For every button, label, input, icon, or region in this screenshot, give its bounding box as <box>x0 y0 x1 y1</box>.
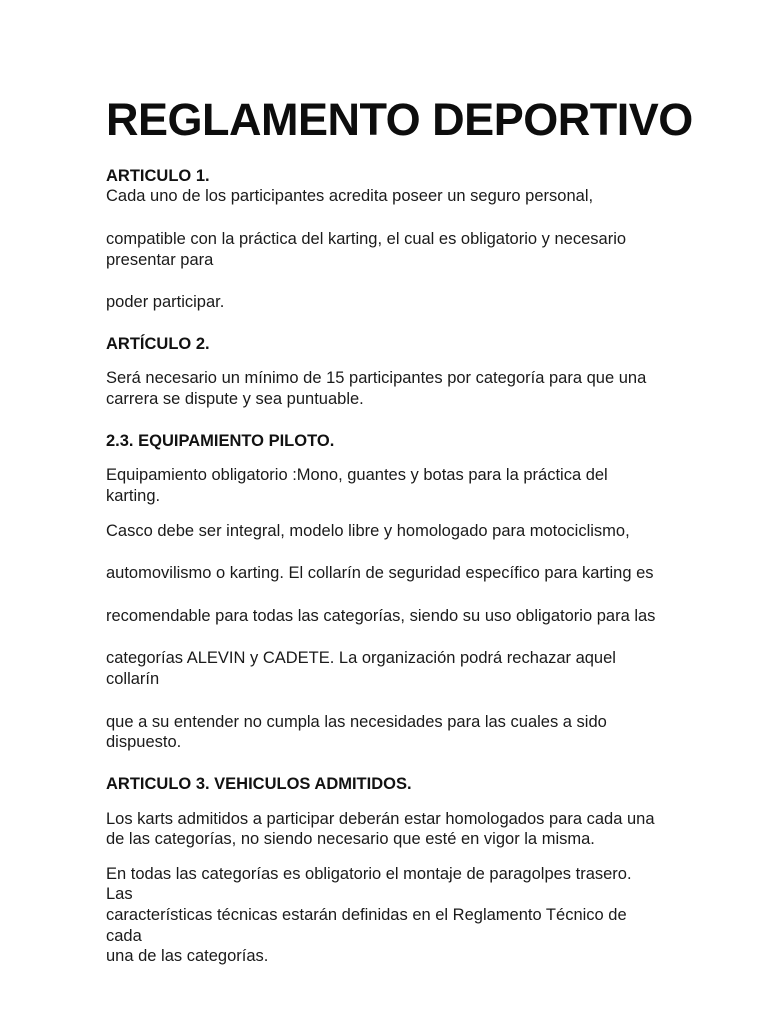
section-body-articulo-1 <box>106 186 662 313</box>
paragraph-line: que a su entender no cumpla las necesidades para las cuales a sido <box>106 712 607 731</box>
section-heading-equipamiento-piloto: 2.3. EQUIPAMIENTO PILOTO. <box>106 431 335 450</box>
section-heading-articulo-2: ARTÍCULO 2. <box>106 334 210 353</box>
paragraph-line: carrera se dispute y sea puntuable. <box>106 390 364 409</box>
paragraph-line: En todas las categorías es obligatorio el montaje de paragolpes trasero. Las <box>106 864 632 904</box>
section-body-equipamiento-piloto <box>106 465 662 753</box>
paragraph-line: Será necesario un mínimo de 15 participantes por categoría para que una <box>106 369 647 388</box>
paragraph-line: de las categorías, no siendo necesario que esté en vigor la misma. <box>106 830 595 849</box>
paragraph-line: características técnicas estarán definidas en el Reglamento Técnico de cada <box>106 906 627 945</box>
section-heading-articulo-1: ARTICULO 1. <box>106 166 210 185</box>
paragraph-line: dispuesto. <box>106 733 182 752</box>
paragraph-line: karting. <box>106 486 161 505</box>
document-body <box>106 94 693 967</box>
section-body-articulo-2 <box>106 368 662 409</box>
paragraph-line: recomendable para todas las categorías, siendo su uso obligatorio para las <box>106 606 656 625</box>
paragraph-line: Equipamiento obligatorio :Mono, guantes y botas para la práctica del <box>106 466 608 485</box>
paragraph-line: automovilismo o karting. El collarín de seguridad específico para karting es <box>106 564 654 583</box>
section-body-articulo-3-b <box>106 864 662 967</box>
paragraph-line: Los karts admitidos a participar deberán estar homologados para cada una <box>106 809 655 828</box>
paragraph-line: presentar para <box>106 250 214 269</box>
paragraph-line: Cada uno de los participantes acredita poseer un seguro personal, <box>106 187 594 206</box>
paragraph-collarin <box>106 521 662 753</box>
page-title: REGLAMENTO DEPORTIVO <box>106 94 693 145</box>
section-body-articulo-3-a <box>106 809 662 850</box>
paragraph-line: una de las categorías. <box>106 947 269 966</box>
paragraph-line: categorías ALEVIN y CADETE. La organización podrá rechazar aquel collarín <box>106 649 616 689</box>
paragraph-line: Casco debe ser integral, modelo libre y homologado para motociclismo, <box>106 521 630 540</box>
section-heading-articulo-3: ARTICULO 3. VEHICULOS ADMITIDOS. <box>106 774 412 793</box>
paragraph-line: compatible con la práctica del karting, el cual es obligatorio y necesario <box>106 229 627 248</box>
paragraph-line: poder participar. <box>106 293 225 312</box>
